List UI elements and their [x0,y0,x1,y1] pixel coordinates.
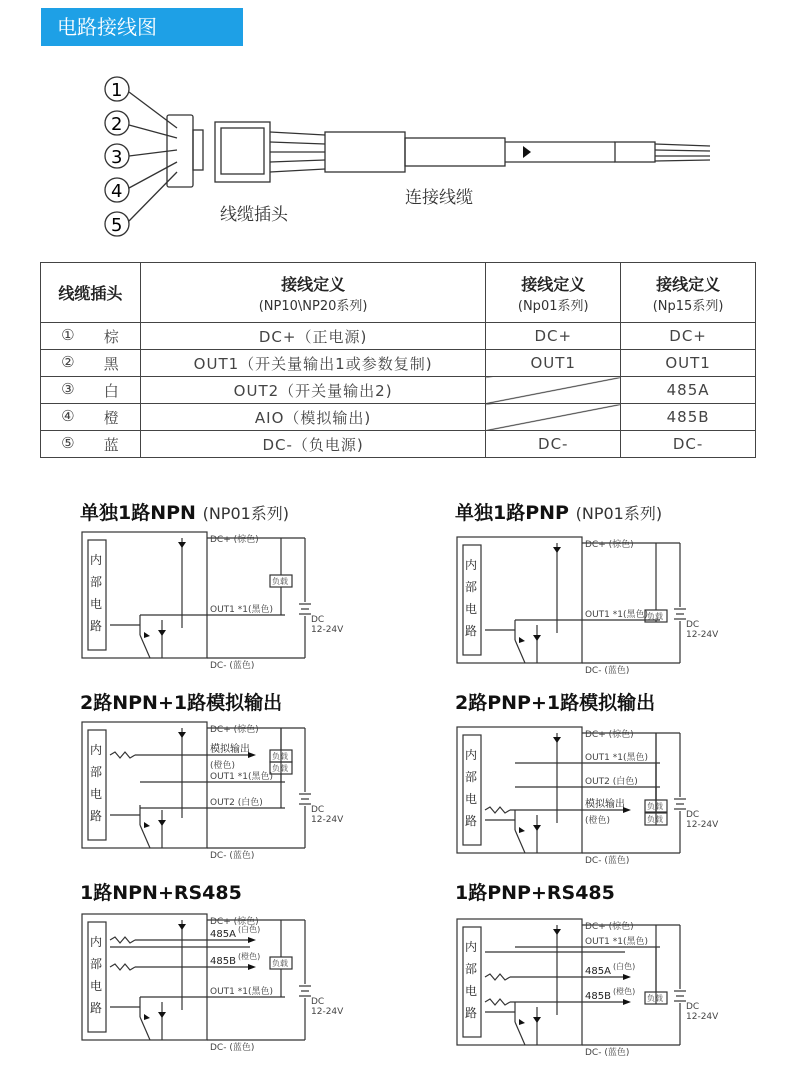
output-arrow [623,974,631,980]
inner-circuit-char: 路 [90,619,103,633]
signal-color-label: (白色) [238,925,261,934]
transistor-arrow [144,1014,150,1020]
circuit-title-pnp-rs485: 1路PNP+RS485 [455,882,615,904]
output-arrow [623,999,631,1005]
output-label: OUT1 *1(黑色) [585,610,649,620]
voltage-label: 12-24V [311,815,344,825]
header-def-np10: 接线定义 (NP10\NP20系列) [140,263,485,323]
inner-circuit-char: 电 [90,787,103,801]
diode-symbol [158,1012,166,1018]
signal-label: 485A [585,966,611,977]
table-row: ⑤ 蓝 DC-（负电源) DC- DC- [41,431,756,458]
inner-circuit-char: 部 [90,957,103,971]
load-label: 负载 [647,994,663,1003]
transistor-arrow [519,827,525,833]
diode-symbol [553,547,561,553]
circuit-title-2npn-analog: 2路NPN+1路模拟输出 [80,692,283,714]
table-row: ② 黑 OUT1（开关量输出1或参数复制) OUT1 OUT1 [41,350,756,377]
output-label: OUT2 (白色) [585,777,638,787]
dc-plus-label: DC+ (棕色) [210,725,259,735]
dc-label: DC [311,615,325,625]
pin-label-1: 1 [111,80,123,101]
voltage-label: 12-24V [311,1007,344,1017]
pin-label-2: 2 [111,114,123,135]
signal-label: 485B [210,956,236,967]
circuit-diagram-5 [455,917,719,1058]
output-label: OUT2 (白色) [210,798,263,808]
load-label: 负载 [272,752,288,761]
inner-circuit-char: 部 [465,580,478,594]
circuit-diagram-2 [80,720,344,861]
plug-label: 线缆插头 [220,205,288,225]
diode-symbol [178,542,186,548]
signal-label: 485B [585,991,611,1002]
dc-plus-label: DC+ (棕色) [585,730,634,740]
pin-label-4: 4 [111,181,123,202]
inner-circuit-char: 电 [465,602,478,616]
dc-label: DC [311,805,325,815]
load-label: 负载 [647,612,663,621]
circuit-diagram-1 [455,535,719,676]
inner-circuit-char: 内 [90,743,103,757]
dc-plus-label: DC+ (棕色) [210,535,259,545]
diode-symbol [533,635,541,641]
connector-diagram [95,70,735,245]
dc-label: DC [686,620,700,630]
inner-circuit-char: 电 [465,984,478,998]
signal-color-label: (橙色) [613,987,636,996]
inner-circuit-char: 路 [465,624,478,638]
inner-circuit-char: 路 [90,1001,103,1015]
load-label: 负载 [272,577,288,586]
circuit-title-2pnp-analog: 2路PNP+1路模拟输出 [455,692,656,714]
dc-minus-label: DC- (蓝色) [210,661,255,671]
wiring-definition-table [40,262,756,458]
inner-circuit-char: 路 [465,814,478,828]
diode-symbol [158,820,166,826]
diode-symbol [533,1017,541,1023]
dc-minus-label: DC- (蓝色) [585,666,630,676]
circuit-title-pnp: 单独1路PNP (NP01系列) [455,502,663,524]
signal-label: 模拟输出 [210,744,250,755]
load-label: 负载 [272,959,288,968]
inner-circuit-char: 部 [465,770,478,784]
header-def-np15: 接线定义 (Np15系列) [621,263,756,323]
dc-label: DC [686,810,700,820]
pin-label-5: 5 [111,215,123,236]
cable-label: 连接线缆 [405,188,473,208]
diode-symbol [533,825,541,831]
dc-plus-label: DC+ (棕色) [585,540,634,550]
inner-circuit-char: 路 [465,1006,478,1020]
section-title: 电路接线图 [57,15,157,39]
inner-circuit-char: 部 [90,575,103,589]
table-row: ③ 白 OUT2（开关量输出2) 485A [41,377,756,404]
header-plug: 线缆插头 [41,263,141,323]
not-applicable-cell [486,404,621,431]
output-arrow [248,964,256,970]
output-label: OUT1 *1(黑色) [210,605,274,615]
transistor-arrow [519,1019,525,1025]
table-row: ① 棕 DC+（正电源) DC+ DC+ [41,323,756,350]
load-label: 负载 [647,802,663,811]
inner-circuit-char: 电 [90,597,103,611]
signal-color-label: (橙色) [238,952,261,961]
circuit-diagram-0 [80,530,344,671]
analog-color-label: (橙色) [210,761,236,771]
dc-minus-label: DC- (蓝色) [210,1043,255,1053]
transistor-arrow [519,637,525,643]
analog-color-label: (橙色) [585,816,611,826]
inner-circuit-char: 内 [90,935,103,949]
signal-label: 模拟输出 [585,799,625,810]
output-label: OUT1 *1(黑色) [585,937,649,947]
inner-circuit-char: 内 [465,940,478,954]
dc-label: DC [311,997,325,1007]
output-label: OUT1 *1(黑色) [585,753,649,763]
voltage-label: 12-24V [686,630,719,640]
diode-symbol [178,924,186,930]
transistor-arrow [144,632,150,638]
voltage-label: 12-24V [311,625,344,635]
dc-minus-label: DC- (蓝色) [585,1048,630,1058]
output-arrow [248,937,256,943]
signal-color-label: (白色) [613,962,636,971]
diode-symbol [158,630,166,636]
not-applicable-cell [486,377,621,404]
dc-plus-label: DC+ (棕色) [585,922,634,932]
inner-circuit-char: 部 [465,962,478,976]
inner-circuit-char: 部 [90,765,103,779]
inner-circuit-char: 电 [465,792,478,806]
header-def-np01: 接线定义 (Np01系列) [486,263,621,323]
dc-minus-label: DC- (蓝色) [210,851,255,861]
cable-arrow [523,146,531,158]
section-title-banner [41,8,243,46]
voltage-label: 12-24V [686,1012,719,1022]
dc-minus-label: DC- (蓝色) [585,856,630,866]
load-label: 负载 [272,764,288,773]
transistor-arrow [144,822,150,828]
table-row: ④ 橙 AIO（模拟输出) 485B [41,404,756,431]
load-label: 负载 [647,815,663,824]
pin-label-3: 3 [111,147,123,168]
circuit-diagram-3 [455,725,719,866]
output-label: OUT1 *1(黑色) [210,772,274,782]
output-label: OUT1 *1(黑色) [210,987,274,997]
inner-circuit-char: 内 [465,748,478,762]
circuit-title-npn: 单独1路NPN (NP01系列) [80,502,290,524]
inner-circuit-char: 内 [465,558,478,572]
diode-symbol [178,732,186,738]
voltage-label: 12-24V [686,820,719,830]
inner-circuit-char: 路 [90,809,103,823]
circuit-diagram-4 [80,912,344,1053]
signal-label: 485A [210,929,236,940]
circuit-title-npn-rs485: 1路NPN+RS485 [80,882,242,904]
inner-circuit-char: 电 [90,979,103,993]
dc-label: DC [686,1002,700,1012]
inner-circuit-char: 内 [90,553,103,567]
diode-symbol [553,737,561,743]
diode-symbol [553,929,561,935]
dc-plus-label: DC+ (棕色) [210,917,259,927]
